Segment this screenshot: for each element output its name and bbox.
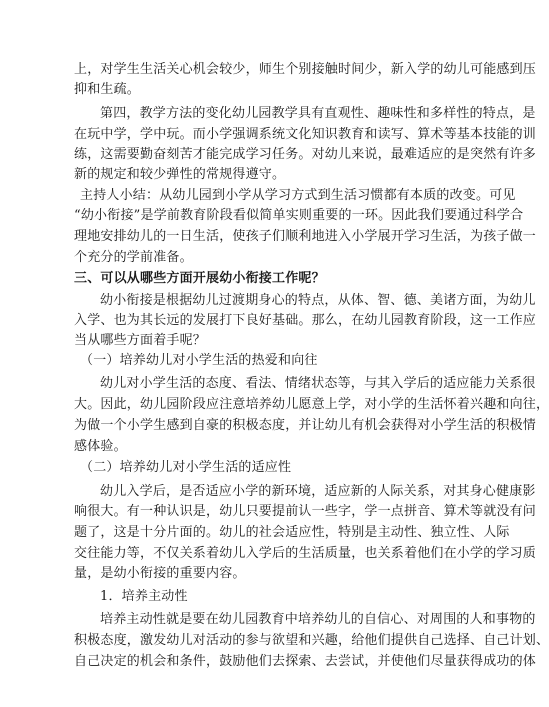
paragraph-line: 练，这需要勤奋刻苦才能完成学习任务。对幼儿来说，最难适应的是突然有许多 bbox=[74, 147, 537, 162]
paragraph-line: 当从哪些方面着手呢？ bbox=[74, 333, 207, 348]
paragraph-line: 第四，教学方法的变化幼儿园教学具有直观性、趣味性和多样性的特点，是 bbox=[100, 106, 536, 121]
paragraph-line: 交往能力等，不仅关系着幼儿入学后的生活质量，也关系着他们在小学的学习质 bbox=[74, 546, 537, 561]
paragraph-line: 培养主动性就是要在幼儿园教育中培养幼儿的自信心、对周围的人和事物的 bbox=[100, 612, 536, 627]
paragraph-line: 大。因此，幼儿园阶段应注意培养幼儿愿意上学，对小学的生活怀着兴趣和向往， bbox=[74, 397, 549, 412]
paragraph-line: 量，是幼小衔接的重要内容。 bbox=[74, 566, 246, 581]
summary-line: 理地安排幼儿的一日生活，使孩子们顺利地进入小学展开学习生活，为孩子做一 bbox=[74, 229, 537, 244]
subsection-heading: （二）培养幼儿对小学生活的适应性 bbox=[80, 460, 292, 475]
paragraph-line: 自己决定的机会和条件，鼓励他们去探索、去尝试，并使他们尽量获得成功的体 bbox=[74, 654, 537, 669]
paragraph-line: 新的规定和较少弹性的常规得遵守。 bbox=[74, 167, 286, 182]
paragraph-line: 幼小衔接是根据幼儿过渡期身心的特点，从体、智、德、美诸方面，为幼儿 bbox=[100, 293, 536, 308]
paragraph-line: 抑和生疏。 bbox=[74, 82, 141, 97]
paragraph-line: 感体验。 bbox=[74, 439, 127, 454]
paragraph-line: 上，对学生生活关心机会较少，师生个别接触时间少，新入学的幼儿可能感到压 bbox=[74, 62, 537, 77]
paragraph-line: 响很大。有一种认识是，幼儿只要提前认一些字，学一点拼音、算术等就没有问 bbox=[74, 504, 537, 519]
paragraph-line: 入学、也为其长远的发展打下良好基础。那么，在幼儿园教育阶段，这一工作应 bbox=[74, 313, 537, 328]
paragraph-line: 幼儿入学后，是否适应小学的新环境，适应新的人际关系，对其身心健康影 bbox=[100, 484, 536, 499]
paragraph-line: 题了，这是十分片面的。幼儿的社会适应性，特别是主动性、独立性、人际 bbox=[74, 525, 510, 540]
paragraph-line: 在玩中学，学中玩。而小学强调系统文化知识教育和读写、算术等基本技能的训 bbox=[74, 127, 537, 142]
subsection-heading: （一）培养幼儿对小学生活的热爱和向往 bbox=[80, 353, 318, 368]
summary-line: 主持人小结：从幼儿园到小学从学习方式到生活习惯都有本质的改变。可见 bbox=[80, 188, 516, 203]
paragraph-line: 积极态度，激发幼儿对活动的参与欲望和兴趣，给他们提供自己选择、自己计划、 bbox=[74, 633, 549, 648]
summary-line: “幼小衔接”是学前教育阶段看似简单实则重要的一环。因此我们要通过科学合 bbox=[74, 208, 524, 223]
paragraph-line: 幼儿对小学生活的态度、看法、情绪状态等，与其入学后的适应能力关系很 bbox=[100, 376, 536, 391]
section-heading: 三、可以从哪些方面开展幼小衔接工作呢？ bbox=[74, 271, 325, 286]
subsection-heading: 1．培养主动性 bbox=[100, 589, 188, 604]
summary-line: 个充分的学前准备。 bbox=[74, 250, 193, 265]
paragraph-line: 为做一个小学生感到自豪的积极态度，并让幼儿有机会获得对小学生活的积极情 bbox=[74, 418, 537, 433]
